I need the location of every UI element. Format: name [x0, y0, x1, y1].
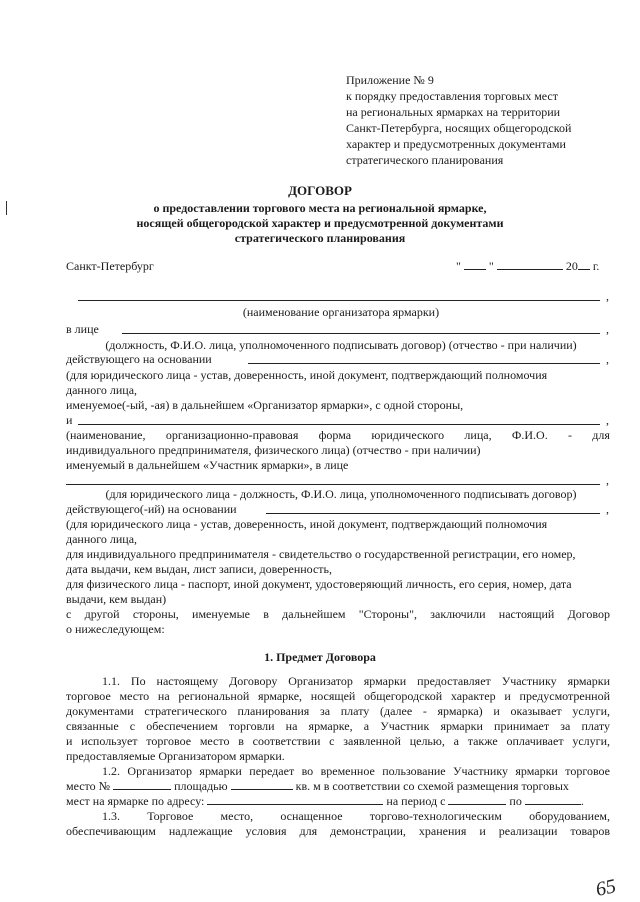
participant-name-line — [78, 424, 600, 425]
section-heading: 1. Предмет Договора — [264, 650, 376, 664]
place-number-label: место № — [66, 779, 111, 793]
paragraph-line: связанные с обеспечением торговли на ярмарке, а Участник ярмарки принимает за плату — [66, 719, 610, 733]
caption-word: для — [592, 428, 610, 442]
paragraph-word: 1.3. — [102, 809, 120, 823]
place-number-blank — [113, 779, 171, 790]
document-title: ДОГОВОР — [288, 183, 352, 198]
paragraph-word: торгово-технологическим — [369, 809, 502, 823]
participant-basis-line — [266, 513, 600, 514]
address-row — [66, 794, 584, 809]
appendix-line: к порядку предоставления торговых мест — [346, 89, 558, 103]
comma: , — [606, 473, 609, 487]
date-suffix: г. — [592, 259, 600, 273]
comma: , — [606, 502, 609, 516]
participant-acting-basis-label: действующего(-ий) на основании — [66, 502, 237, 516]
acting-basis-label: действующего на основании — [66, 352, 212, 366]
paragraph-line: предоставляемые Организатором ярмарки. — [66, 749, 285, 763]
basis-note: данного лица, — [66, 383, 138, 397]
date-year: 20 — [565, 259, 578, 273]
page-number-handwritten: 65 — [593, 875, 618, 901]
contract-city: Санкт-Петербург — [66, 259, 154, 273]
paragraph-line: 1.1. По настоящему Договору Организатор ярмарки предоставляет Участнику ярмарки — [102, 674, 610, 688]
paragraph-line: торговое место на региональной ярмарке, носящей общегородской характер и предусмотренной — [66, 689, 610, 703]
appendix-line: стратегического планирования — [346, 153, 504, 167]
participant-name-caption — [66, 428, 610, 443]
organizer-name-line — [78, 300, 600, 301]
organizer-named-as: именуемое(-ый, -ая) в дальнейшем «Организатор ярмарки», с одной стороны, — [66, 398, 464, 412]
address-blank — [207, 794, 383, 805]
place-number-row — [66, 779, 569, 794]
organizer-person-caption: (должность, Ф.И.О. лица, уполномоченного подписывать договор) (отчество - при наличии) — [105, 338, 577, 352]
date-year-blank — [578, 259, 590, 270]
period-end-dot: . — [580, 794, 584, 808]
period-from-label: на период с — [386, 794, 446, 808]
appendix-line: характер и предусмотренных документами — [346, 137, 566, 151]
concluded-text: с другой стороны, именуемые в дальнейшем "Стороны", заключили настоящий Договор — [66, 607, 610, 621]
and-label: и — [66, 413, 73, 427]
organizer-name-caption: (наименование организатора ярмарки) — [242, 305, 440, 319]
participant-named-as: именуемый в дальнейшем «Участник ярмарки», в лице — [66, 458, 349, 472]
paragraph-line: обеспечивающим надлежащие условия для демонстрации, хранения и реализации товаров — [66, 824, 610, 838]
paragraph-line — [102, 809, 610, 824]
ip-note: дата выдачи, кем выдан, лист записи, доверенность, — [66, 562, 333, 576]
caption-word: (наименование, — [66, 428, 146, 442]
paragraph-line: 1.2. Организатор ярмарки передает во временное пользование Участнику ярмарки торговое — [102, 764, 610, 778]
caption-word: форма — [318, 428, 352, 442]
organizer-person-line — [122, 333, 600, 334]
area-blank — [231, 779, 293, 790]
comma: , — [606, 289, 609, 303]
date-quote-close: " — [488, 259, 494, 273]
comma: , — [606, 413, 609, 427]
fl-note: для физического лица - паспорт, иной документ, удостоверяющий личность, его серия, номер, дата — [66, 577, 572, 591]
organizer-basis-line — [248, 363, 600, 364]
paragraph-line: документами стратегического планирования за плату (далее - ярмарка) и оказывает услуги, — [66, 704, 610, 718]
address-label: мест на ярмарке по адресу: — [66, 794, 205, 808]
paragraph-word: оснащенное — [280, 809, 343, 823]
basis-note: данного лица, — [66, 532, 138, 546]
comma: , — [606, 352, 609, 366]
comma: , — [606, 322, 609, 336]
date-day-blank — [464, 259, 486, 270]
participant-person-line — [66, 484, 600, 485]
in-person-label: в лице — [66, 322, 99, 336]
appendix-line: Приложение № 9 — [346, 73, 434, 87]
period-to-label: по — [509, 794, 522, 808]
paragraph-word: оборудованием, — [529, 809, 610, 823]
paragraph-word: место, — [220, 809, 254, 823]
fl-note: выдачи, кем выдан) — [66, 592, 167, 606]
caption-word: лица, — [464, 428, 492, 442]
concluded-text-2: о нижеследующем: — [66, 622, 165, 636]
area-unit-text: кв. м в соответствии со схемой размещения торговых — [295, 779, 569, 793]
caption-word: организационно-правовая — [165, 428, 299, 442]
participant-person-caption: (для юридического лица - должность, Ф.И.О. лица, уполномоченного подписывать договор) — [105, 487, 577, 501]
paragraph-word: Торговое — [147, 809, 194, 823]
ip-note: для индивидуального предпринимателя - свидетельство о государственной регистрации, его номер, — [66, 547, 576, 561]
appendix-line: Санкт-Петербурга, носящих общегородской — [346, 121, 572, 135]
appendix-header — [346, 72, 571, 168]
area-label: площадью — [174, 779, 228, 793]
appendix-line: на региональных ярмарках на территории — [346, 105, 561, 119]
caption-word: - — [568, 428, 572, 442]
basis-note: (для юридического лица - устав, доверенность, иной документ, подтверждающий полномочия — [66, 368, 548, 382]
basis-note: (для юридического лица - устав, доверенность, иной документ, подтверждающий полномочия — [66, 517, 548, 531]
period-from-blank — [448, 794, 506, 805]
period-to-blank — [525, 794, 581, 805]
document-subtitle-line: стратегического планирования — [234, 231, 406, 245]
paragraph-line: и использует торговое место в соответствии с заявленной целью, а также оплачивает услуги, — [66, 734, 610, 748]
date-quote-open: " — [456, 259, 461, 273]
caption-word: Ф.И.О. — [511, 428, 548, 442]
date-month-blank — [497, 259, 563, 270]
participant-name-caption-2: индивидуального предпринимателя, физического лица) (отчество - при наличии) — [66, 443, 481, 457]
document-subtitle-line: носящей общегородской характер и предусмотренной документами — [136, 216, 504, 230]
caption-word: юридического — [371, 428, 445, 442]
document-subtitle-line: о предоставлении торгового места на региональной ярмарке, — [153, 201, 487, 215]
contract-date — [456, 259, 616, 274]
